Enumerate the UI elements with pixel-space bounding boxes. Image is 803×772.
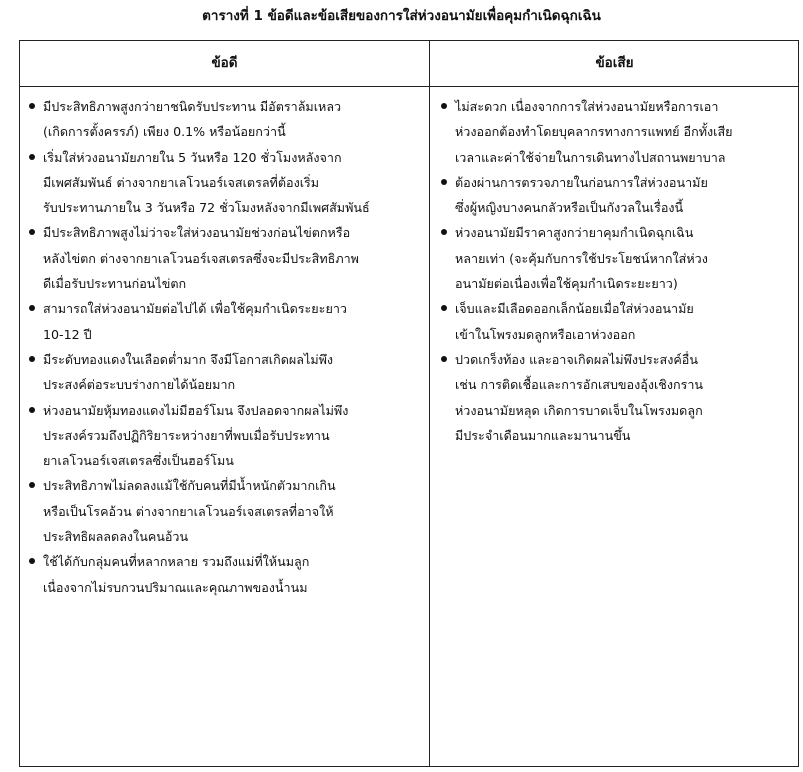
column-divider — [429, 41, 430, 766]
pros-item — [26, 145, 426, 221]
bullet-icon — [29, 154, 35, 160]
bullet-icon — [29, 558, 35, 564]
table-header-row — [20, 41, 798, 87]
pros-item-text: สามารถใส่ห่วงอนามัยต่อไปได้ เพื่อใช้คุมกำเนิดระยะยาว 10-12 ปี — [43, 301, 347, 342]
cons-item-text: ไม่สะดวก เนื่องจากการใส่ห่วงอนามัยหรือการเอา ห่วงออกต้องทำโดยบุคลากรทางการแพทย์ อีกทั้งเสีย เวลาและค่าใช้จ่ายในการเดินทางไปสถานพยาบาล — [455, 99, 733, 165]
bullet-icon — [29, 482, 35, 488]
bullet-icon — [29, 103, 35, 109]
pros-item-text: ใช้ได้กับกลุ่มคนที่หลากหลาย รวมถึงแม่ที่ให้นมลูก เนื่องจากไม่รบกวนปริมาณและคุณภาพของน้ำนม — [43, 554, 310, 595]
bullet-icon — [441, 229, 447, 235]
pros-item — [26, 296, 426, 347]
bullet-icon — [29, 356, 35, 362]
cons-item-text: เจ็บและมีเลือดออกเล็กน้อยเมื่อใส่ห่วงอนามัย เข้าในโพรงมดลูกหรือเอาห่วงออก — [455, 301, 694, 342]
bullet-icon — [441, 356, 447, 362]
bullet-icon — [441, 103, 447, 109]
bullet-icon — [29, 305, 35, 311]
pros-item-text: มีประสิทธิภาพสูงกว่ายาชนิดรับประทาน มีอัตราล้มเหลว (เกิดการตั้งครรภ์) เพียง 0.1% หรือน้อยกว่านี้ — [43, 99, 342, 140]
pros-item — [26, 398, 426, 474]
pros-header: ข้อดี — [211, 55, 238, 71]
cons-item-text: ห่วงอนามัยมีราคาสูงกว่ายาคุมกำเนิดฉุกเฉิน หลายเท่า (จะคุ้มกับการใช้ประโยชน์หากใส่ห่วง อนามัยต่อเนื่องเพื่อใช้คุมกำเนิดระยะยาว) — [455, 225, 708, 292]
pros-item — [26, 94, 426, 145]
cons-item — [438, 220, 796, 296]
pros-item-text: เริ่มใส่ห่วงอนามัยภายใน 5 วันหรือ 120 ชั่วโมงหลังจาก มีเพศสัมพันธ์ ต่างจากยาเลโวนอร์เจสเตรลที่ต้องเริ่ม รับประทานภายใน 3 วันหรือ 72 ชั่วโมงหลังจากมีเพศสัมพันธ์ — [43, 149, 370, 216]
cons-list — [438, 94, 796, 448]
pros-item-text: ประสิทธิภาพไม่ลดลงแม้ใช้กับคนที่มีน้ำหนักตัวมากเกิน หรือเป็นโรคอ้วน ต่างจากยาเลโวนอร์เจสเตรลที่อาจให้ ประสิทธิผลลดลงในคนอ้วน — [43, 478, 336, 545]
cons-item-text: ปวดเกร็งท้อง และอาจเกิดผลไม่พึงประสงค์อื่น เช่น การติดเชื้อและการอักเสบของอุ้งเชิงกราน ห่วงอนามัยหลุด เกิดการบาดเจ็บในโพรงมดลูก มีประจำเดือนมากและมานานขึ้น — [455, 351, 704, 443]
pros-item — [26, 347, 426, 398]
pros-list — [26, 94, 426, 600]
cons-header: ข้อเสีย — [595, 55, 634, 71]
table-caption: ตารางที่ 1 ข้อดีและข้อเสียของการใส่ห่วงอนามัยเพื่อคุมกำเนิดฉุกเฉิน — [202, 8, 601, 24]
pros-cons-table — [19, 40, 799, 767]
pros-item-text: มีระดับทองแดงในเลือดต่ำมาก จึงมีโอกาสเกิดผลไม่พึง ประสงค์ต่อระบบร่างกายได้น้อยมาก — [43, 351, 334, 393]
pros-item — [26, 473, 426, 549]
pros-item-text: มีประสิทธิภาพสูงไม่ว่าจะใส่ห่วงอนามัยช่วงก่อนไข่ตกหรือ หลังไข่ตก ต่างจากยาเลโวนอร์เจสเตรลซึ่งจะมีประสิทธิภาพ ดีเมื่อรับประทานก่อนไข่ตก — [43, 225, 359, 292]
cons-item — [438, 347, 796, 448]
cons-item-text: ต้องผ่านการตรวจภายในก่อนการใส่ห่วงอนามัย ซึ่งผู้หญิงบางคนกลัวหรือเป็นกังวลในเรื่องนี้ — [455, 174, 708, 216]
bullet-icon — [29, 229, 35, 235]
bullet-icon — [441, 305, 447, 311]
bullet-icon — [441, 179, 447, 185]
cons-item — [438, 170, 796, 221]
cons-item — [438, 296, 796, 347]
cons-item — [438, 94, 796, 170]
pros-item — [26, 220, 426, 296]
pros-item — [26, 549, 426, 600]
pros-item-text: ห่วงอนามัยหุ้มทองแดงไม่มีฮอร์โมน จึงปลอดจากผลไม่พึง ประสงค์รวมถึงปฏิกิริยาระหว่างยาที่พบเมื่อรับประทาน ยาเลโวนอร์เจสเตรลซึ่งเป็นฮอร์โมน — [43, 402, 349, 469]
bullet-icon — [29, 407, 35, 413]
